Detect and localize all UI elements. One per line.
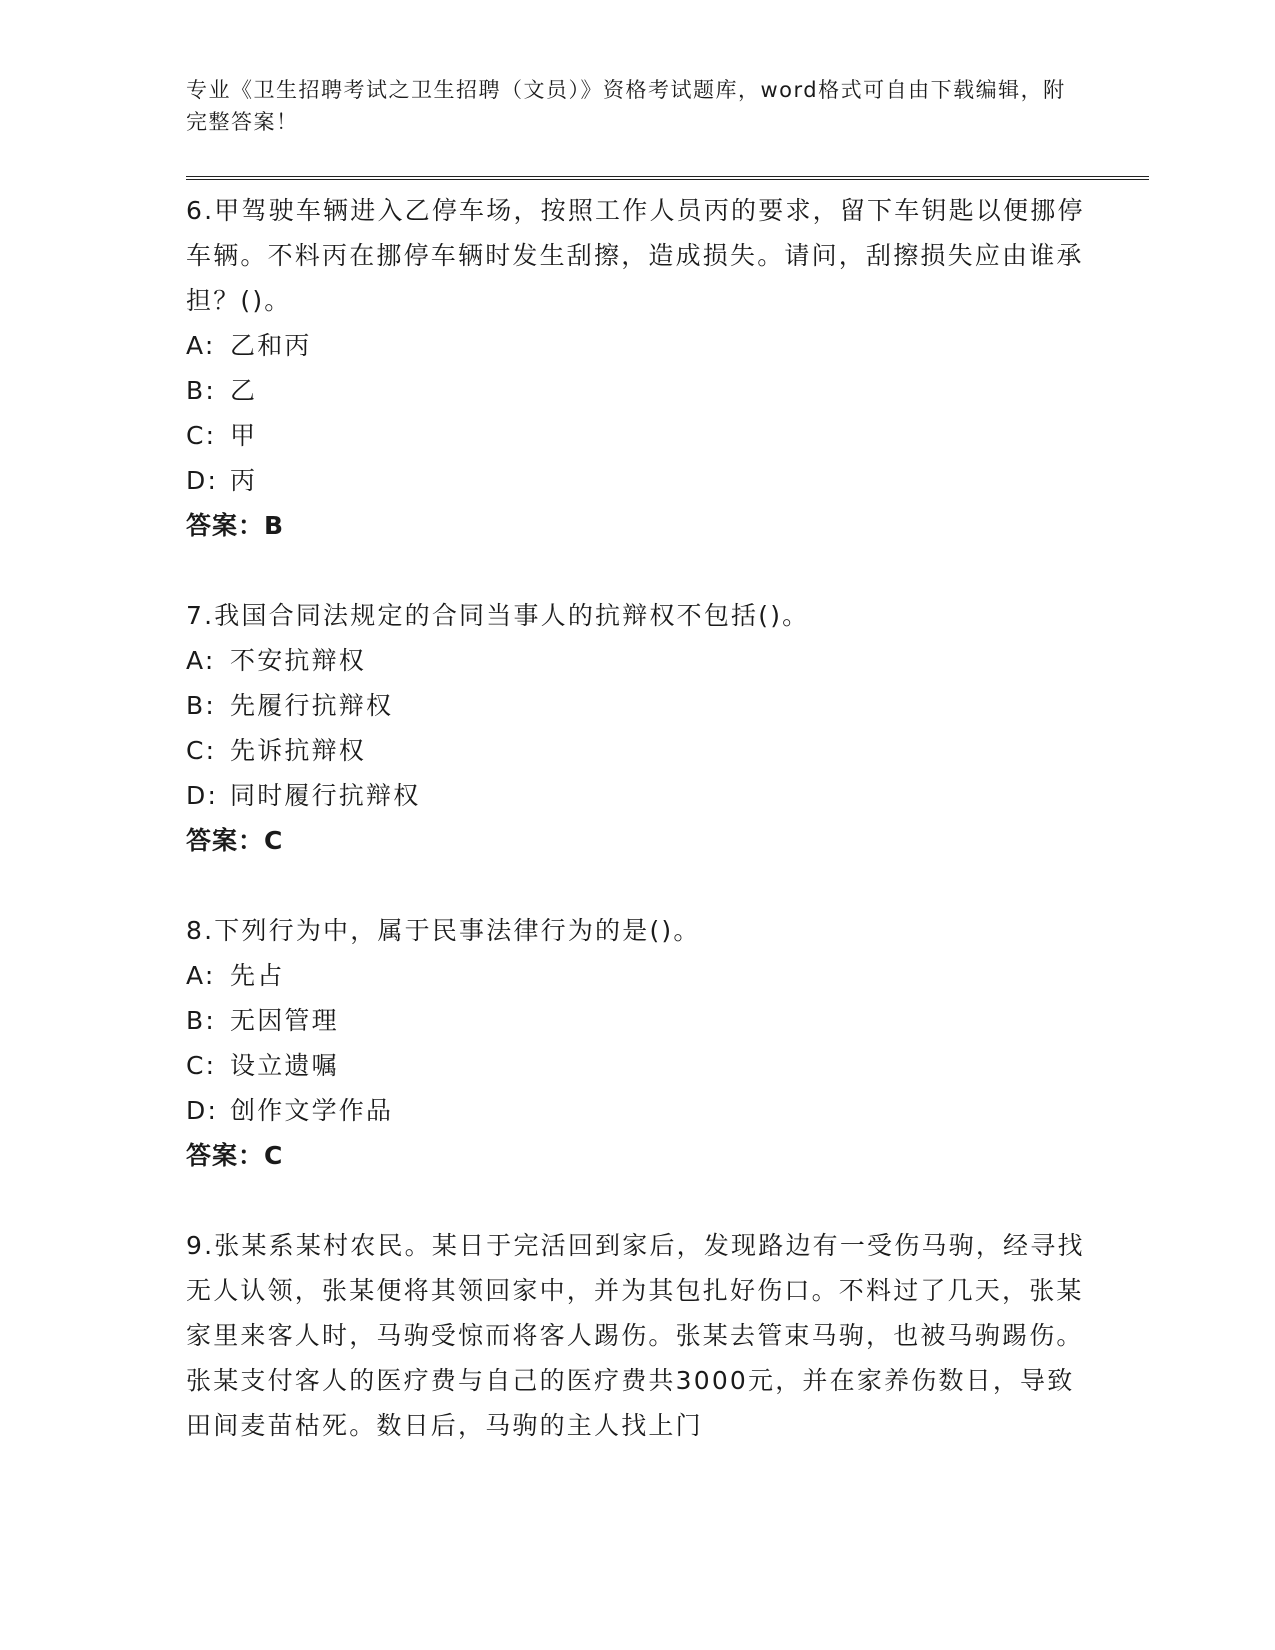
option-letter: C:: [186, 1051, 217, 1080]
option-letter: B:: [186, 1006, 216, 1035]
option-letter: D:: [186, 781, 219, 810]
question-7: [186, 593, 1086, 864]
option-text: 先诉抗辩权: [230, 736, 367, 765]
header-divider: [186, 176, 1149, 180]
options-list: [186, 953, 1086, 1133]
question-text: 7.我国合同法规定的合同当事人的抗辩权不包括()。: [186, 601, 810, 630]
option-text: 同时履行抗辩权: [230, 781, 421, 810]
option-a: [186, 953, 1086, 998]
answer: 答案：B: [186, 511, 285, 540]
options-list: [186, 323, 1086, 503]
answer: 答案：C: [186, 1141, 284, 1170]
option-b: [186, 368, 1086, 413]
option-c: [186, 413, 1086, 458]
option-b: [186, 683, 1086, 728]
option-text: 先履行抗辩权: [230, 691, 394, 720]
options-list: [186, 638, 1086, 818]
question-text: 8.下列行为中，属于民事法律行为的是()。: [186, 916, 701, 945]
option-text: 设立遗嘱: [230, 1051, 339, 1080]
option-text: 丙: [230, 466, 258, 495]
option-letter: A:: [186, 961, 216, 990]
option-letter: B:: [186, 376, 216, 405]
option-text: 先占: [230, 961, 285, 990]
question-6: [186, 188, 1086, 549]
option-c: [186, 728, 1086, 773]
option-text: 无因管理: [230, 1006, 339, 1035]
option-letter: C:: [186, 421, 217, 450]
option-letter: A:: [186, 646, 216, 675]
question-8: [186, 908, 1086, 1179]
option-text: 不安抗辩权: [230, 646, 367, 675]
option-d: [186, 458, 1086, 503]
option-letter: D:: [186, 1096, 219, 1125]
option-letter: D:: [186, 466, 219, 495]
question-9: [186, 1223, 1086, 1448]
option-a: [186, 638, 1086, 683]
option-text: 乙: [230, 376, 258, 405]
option-letter: C:: [186, 736, 217, 765]
option-a: [186, 323, 1086, 368]
question-text: 9.张某系某村农民。某日于完活回到家后，发现路边有一受伤马驹，经寻找无人认领，张某便将其领回家中，并为其包扎好伤口。不料过了几天，张某家里来客人时，马驹受惊而将客人踢伤。张某去管束马驹，也被马驹踢伤。张某支付客人的医疗费与自己的医疗费共3000元，并在家养伤数日，导致田间麦苗枯死。数日后，马驹的主人找上门: [186, 1231, 1085, 1440]
answer: 答案：C: [186, 826, 284, 855]
option-text: 创作文学作品: [230, 1096, 394, 1125]
option-b: [186, 998, 1086, 1043]
option-letter: B:: [186, 691, 216, 720]
option-text: 乙和丙: [230, 331, 312, 360]
option-c: [186, 1043, 1086, 1088]
option-d: [186, 1088, 1086, 1133]
page-header: 专业《卫生招聘考试之卫生招聘（文员）》资格考试题库，word格式可自由下载编辑，附完整答案！: [186, 78, 1066, 134]
option-text: 甲: [230, 421, 258, 450]
question-text: 6.甲驾驶车辆进入乙停车场，按照工作人员丙的要求，留下车钥匙以便挪停车辆。不料丙在挪停车辆时发生刮擦，造成损失。请问，刮擦损失应由谁承担？()。: [186, 196, 1085, 315]
option-d: [186, 773, 1086, 818]
question-list: [186, 188, 1086, 1492]
option-letter: A:: [186, 331, 216, 360]
